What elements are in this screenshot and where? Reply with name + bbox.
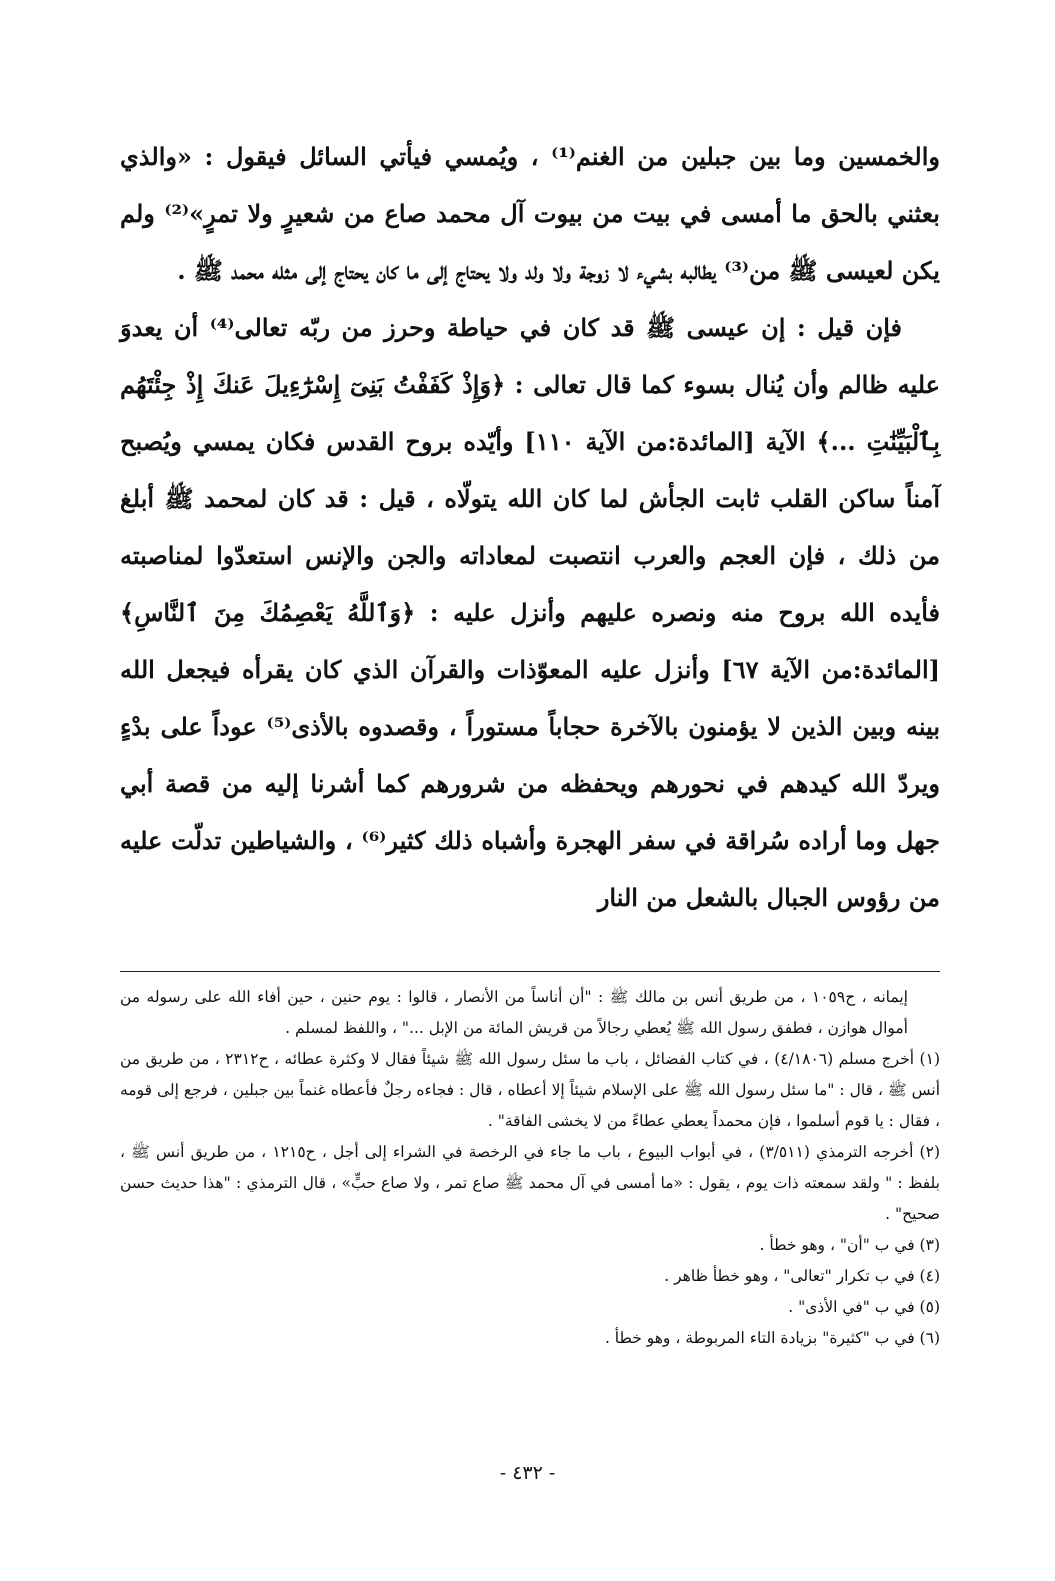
footnote-4: (٤) في ب تكرار "تعالى" ، وهو خطأ ظاهر .: [664, 1267, 940, 1285]
page-number: - ٤٣٢ -: [499, 1462, 556, 1484]
footnote-continuation: إيمانه ، ح١٠٥٩ ، من طريق أنس بن مالك ﷺ : "أن أناساً من الأنصار ، قالوا : يوم حنين ، حين أفاء الله على رسوله من أموال هوازن ، فطفق رسول الله ﷺ يُعطي رجالاً من قريش المائة من الإبل ..." ، واللفظ لمسلم .: [120, 988, 908, 1037]
footnote-2: (٢) أخرجه الترمذي (٣/٥١١) ، في أبواب البيوع ، باب ما جاء في الرخصة في الشراء إلى أجل ، ح١٢١٥ ، من طريق أنس ﷺ ، بلفظ : " ولقد سمعته ذات يوم ، يقول : «ما أمسى في آل محمد ﷺ صاع تمر ، ولا صاع حبٍّ» ، قال الترمذي : "هذا حديث حسن صحيح" .: [120, 1143, 940, 1223]
main-paragraph-1: والخمسين وما بين جبلين من الغنم⁽¹⁾ ، ويُمسي فيأتي السائل فيقول : «والذي بعثني بالحق ما أمسى في بيت من بيوت آل محمد صاع من شعيرٍ ولا تمرٍ»⁽²⁾ ولم يكن لعيسى ﷺ من⁽³⁾ يطالبه بشيء لا زوجة ولا ولد ولا يحتاج إلى ما كان يحتاج إلى مثله محمد ﷺ .: [120, 142, 940, 285]
main-paragraph-2: فإن قيل : إن عيسى ﷺ قد كان في حياطة وحرز من ربّه تعالى⁽⁴⁾ أن يعدوَ عليه ظالم وأن يُنال بسوء كما قال تعالى : ﴿وَإِذْ كَفَفْتُ بَنِىٓ إِسْرَٰٓءِيلَ عَنكَ إِذْ جِئْتَهُم بِٱلْبَيِّنَٰتِ ...﴾ الآية [المائدة:من الآية ١١٠] وأيّده بروح القدس فكان يمسي ويُصبح آمناً ساكن القلب ثابت الجأش لما كان الله يتولّاه ، قيل : قد كان لمحمد ﷺ أبلغ من ذلك ، فإن العجم والعرب انتصبت لمعاداته والجن والإنس استعدّوا لمناصبته فأيده الله بروح منه ونصره عليهم وأنزل عليه : ﴿وَٱللَّهُ يَعْصِمُكَ مِنَ ٱلنَّاسِ﴾ [المائدة:من الآية ٦٧] وأنزل عليه المعوّذات والقرآن الذي كان يقرأه فيجعل الله بينه وبين الذين لا يؤمنون بالآخرة حجاباً مستوراً ، وقصدوه بالأذى⁽⁵⁾ عوداً على بدْءٍ ويردّ الله كيدهم في نحورهم ويحفظه من شرورهم كما أشرنا إليه من قصة أبي جهل وما أراده سُراقة في سفر الهجرة وأشباه ذلك كثير⁽⁶⁾ ، والشياطين تدلّت عليه من رؤوس الجبال بالشعل من النار: [120, 313, 941, 912]
page-body: [120, 128, 940, 926]
footnote-5: (٥) في ب "في الأذى" .: [788, 1298, 940, 1316]
footnote-1: (١) أخرج مسلم (٤/١٨٠٦) ، في كتاب الفضائل ، باب ما سئل رسول الله ﷺ شيئاً فقال لا وكثرة عطائه ، ح٢٣١٢ ، من طريق من أنس ﷺ ، قال : "ما سئل رسول الله ﷺ على الإسلام شيئاً إلا أعطاه ، قال : فجاءه رجلٌ فأعطاه غنماً بين جبلين ، فرجع إلى قومه ، فقال : يا قوم أسلموا ، فإن محمداً يعطي عطاءً من لا يخشى الفاقة" .: [120, 1050, 940, 1130]
main-text: [120, 128, 940, 926]
footnote-3: (٣) في ب "أن" ، وهو خطأ .: [759, 1236, 940, 1254]
footnotes: [120, 982, 940, 1354]
footnote-6: (٦) في ب "كثيرة" بزيادة التاء المربوطة ، وهو خطأ .: [604, 1329, 940, 1347]
footnote-separator: [120, 971, 940, 972]
